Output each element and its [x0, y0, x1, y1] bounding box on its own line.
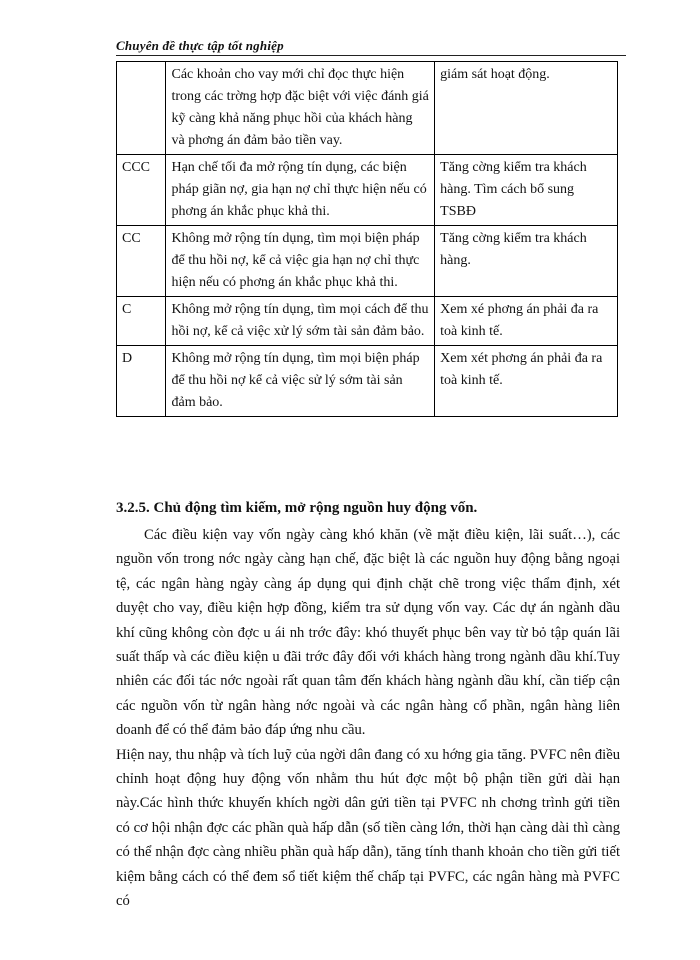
table-row — [117, 297, 618, 346]
table-row — [117, 62, 618, 155]
grade-cell: D — [117, 346, 166, 417]
header-divider — [116, 55, 626, 56]
action-cell: Xem xé phơng án phải đa ra toà kinh tế. — [435, 297, 618, 346]
table-row — [117, 226, 618, 297]
credit-grade-table — [116, 61, 618, 417]
description-cell: Các khoản cho vay mới chỉ đọc thực hiện trong các trờng hợp đặc biệt với việc đánh giá kỹ càng khả năng phục hồi của khách hàng và phơng án đảm bảo tiền vay. — [166, 62, 435, 155]
action-cell: Xem xét phơng án phải đa ra toà kinh tế. — [435, 346, 618, 417]
header-title: Chuyên đề thực tập tốt nghiệp — [116, 38, 284, 53]
section-body — [116, 523, 620, 914]
description-cell: Không mở rộng tín dụng, tìm mọi cách để thu hồi nợ, kể cả việc xử lý sớm tài sản đảm bảo. — [166, 297, 435, 346]
description-cell: Hạn chế tối đa mở rộng tín dụng, các biện pháp giãn nợ, gia hạn nợ chỉ thực hiện nếu có phơng án khắc phục khả thi. — [166, 155, 435, 226]
grade-cell: CCC — [117, 155, 166, 226]
grade-cell: CC — [117, 226, 166, 297]
page-header — [116, 38, 626, 58]
section-heading: 3.2.5. Chủ động tìm kiếm, mở rộng nguồn huy động vốn. — [116, 500, 478, 516]
body-paragraph: Hiện nay, thu nhập và tích luỹ của ngời dân đang có xu hớng gia tăng. PVFC nên điều chỉnh hoạt động huy động vốn nhằm thu hút đợc một bộ phận tiền gửi dài hạn này.Các hình thức khuyến khích ngời dân gửi tiền tại PVFC nh chơng trình gửi tiền có cơ hội nhận đợc các phần quà hấp dẫn (số tiền càng lớn, thời hạn càng dài thì càng có thể nhận đợc càng nhiều phần quà hấp dẫn), tăng tính thanh khoản cho tiền gửi tiết kiệm bằng cách có thể đem sổ tiết kiệm thế chấp tại PVFC, các ngân hàng mà PVFC có — [116, 746, 620, 910]
table-row — [117, 155, 618, 226]
action-cell: Tăng cờng kiểm tra khách hàng. Tìm cách bổ sung TSBĐ — [435, 155, 618, 226]
grade-cell: C — [117, 297, 166, 346]
body-paragraph: Các điều kiện vay vốn ngày càng khó khăn (về mặt điều kiện, lãi suất…), các nguồn vốn trong nớc ngày càng hạn chế, đặc biệt là các nguồn huy động bằng ngoại tệ, các ngân hàng ngày càng áp dụng qui định chặt chẽ trong việc thẩm định, xét duyệt cho vay, điều kiện hợp đồng, kiểm tra sử dụng vốn vay. Các dự án ngành dầu khí cũng không còn đợc u ái nh trớc đây: khó thuyết phục bên vay từ bỏ tập quán lãi suất thấp và các điều kiện u đãi trớc đây đối với khách hàng trong ngành dầu khí.Tuy nhiên các đối tác nớc ngoài rất quan tâm đến khách hàng ngành dầu khí, cần tiếp cận các nguồn vốn từ ngân hàng nớc ngoài và các ngân hàng cổ phần, ngân hàng liên doanh để có thể đảm bảo đáp ứng nhu cầu. — [116, 527, 620, 739]
grade-cell — [117, 62, 166, 155]
action-cell: Tăng cờng kiểm tra khách hàng. — [435, 226, 618, 297]
description-cell: Không mở rộng tín dụng, tìm mọi biện pháp để thu hồi nợ kể cả việc sử lý sớm tài sản đảm bảo. — [166, 346, 435, 417]
description-cell: Không mở rộng tín dụng, tìm mọi biện pháp để thu hồi nợ, kể cả việc gia hạn nợ chỉ thực hiện nếu có phơng án khắc phục khả thi. — [166, 226, 435, 297]
action-cell: giám sát hoạt động. — [435, 62, 618, 155]
table-row — [117, 346, 618, 417]
